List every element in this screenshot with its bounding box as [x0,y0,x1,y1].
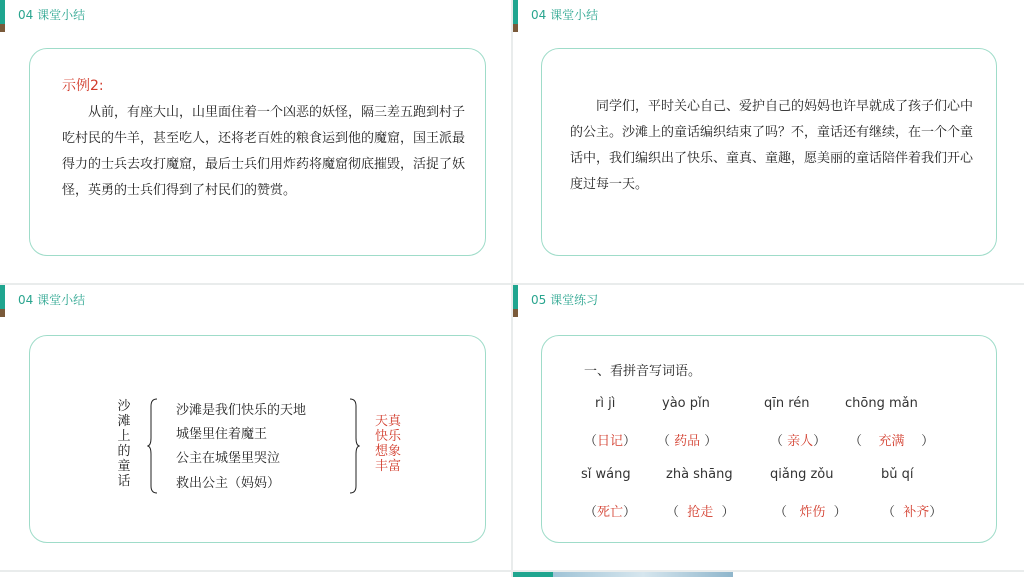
next-slide-strip [0,572,511,577]
exercise-instruction: 一、看拼音写词语。 [584,364,702,379]
example-paragraph: 从前，有座大山，山里面住着一个凶恶的妖怪，隔三差五跑到村子吃村民的牛羊，甚至吃人，还将老百姓的粮食运到他的魔窟，国王派最得力的士兵去攻打魔窟，最后士兵们用炸药将魔窟彻底摧毁，活捉了妖怪，英勇的士兵们得到了村民们的赞赏。 [62,105,466,198]
example-label: 示例2: [62,78,104,94]
answer-box: （死亡） [584,505,637,520]
answer-box: （ 抢走 ） [666,505,735,520]
answer-word: 亲人 [787,434,814,449]
pinyin: sǐ wáng [581,467,631,482]
conclusion-paragraph: 同学们，平时关心自己、爱护自己的妈妈也许早就成了孩子们心中的公主。沙滩上的童话编织结束了吗？不，童话还有继续，在一个个童话中，我们编织出了快乐、童真、童趣，愿美丽的童话陪伴着我们开心度过每一天。 [570,99,974,192]
section-header: 04 课堂小结 [18,8,86,22]
left-brace [147,398,159,494]
pinyin: bǔ qí [881,467,914,482]
pinyin: qiǎng zǒu [770,467,834,482]
pinyin: qīn rén [764,396,810,411]
plot-item: 城堡里住着魔王 [176,427,268,442]
structure-card [29,335,486,543]
exercise-card [541,335,997,543]
answer-box: （ 炸伤 ） [774,505,847,520]
pinyin: rì jì [595,396,616,411]
pinyin: yào pǐn [662,396,710,411]
pinyin: zhà shāng [666,467,733,482]
story-title-vertical: 沙 滩 上 的 童 话 [117,399,131,489]
answer-word: 日记 [597,434,624,449]
accent-bar [513,572,553,577]
answer-box: （ 充满 ） [849,434,935,449]
answer-word: 炸伤 [799,505,826,520]
answer-box: （日记） [584,434,637,449]
text-card [29,48,486,256]
answer-word: 药品 [674,434,701,449]
answer-word: 补齐 [903,505,930,520]
slide-summary-example [0,0,511,283]
accent-bar [513,0,518,32]
answer-word: 抢走 [687,505,714,520]
image-strip [553,572,733,577]
plot-item: 公主在城堡里哭泣 [176,451,281,466]
section-header: 04 课堂小结 [531,8,599,22]
accent-bar [0,285,5,317]
answer-box: （ 药品 ） [657,434,718,449]
plot-item: 沙滩是我们快乐的天地 [176,403,307,418]
pinyin: chōng mǎn [845,396,918,411]
answer-word: 充满 [878,434,905,449]
text-card [541,48,997,256]
slide-summary-conclusion [513,0,1024,283]
section-header: 05 课堂练习 [531,293,599,307]
accent-bar [513,285,518,317]
plot-item: 救出公主（妈妈） [176,476,281,491]
theme-words: 天真 快乐 想象 丰富 [375,414,402,474]
answer-box: （ 补齐） [882,505,943,520]
answer-box: （ 亲人） [770,434,827,449]
slide-summary-structure [0,285,511,570]
next-slide-strip [513,572,1024,577]
slide-practice [513,285,1024,570]
right-brace [348,398,360,494]
accent-bar [0,0,5,32]
section-header: 04 课堂小结 [18,293,86,307]
answer-word: 死亡 [597,505,624,520]
